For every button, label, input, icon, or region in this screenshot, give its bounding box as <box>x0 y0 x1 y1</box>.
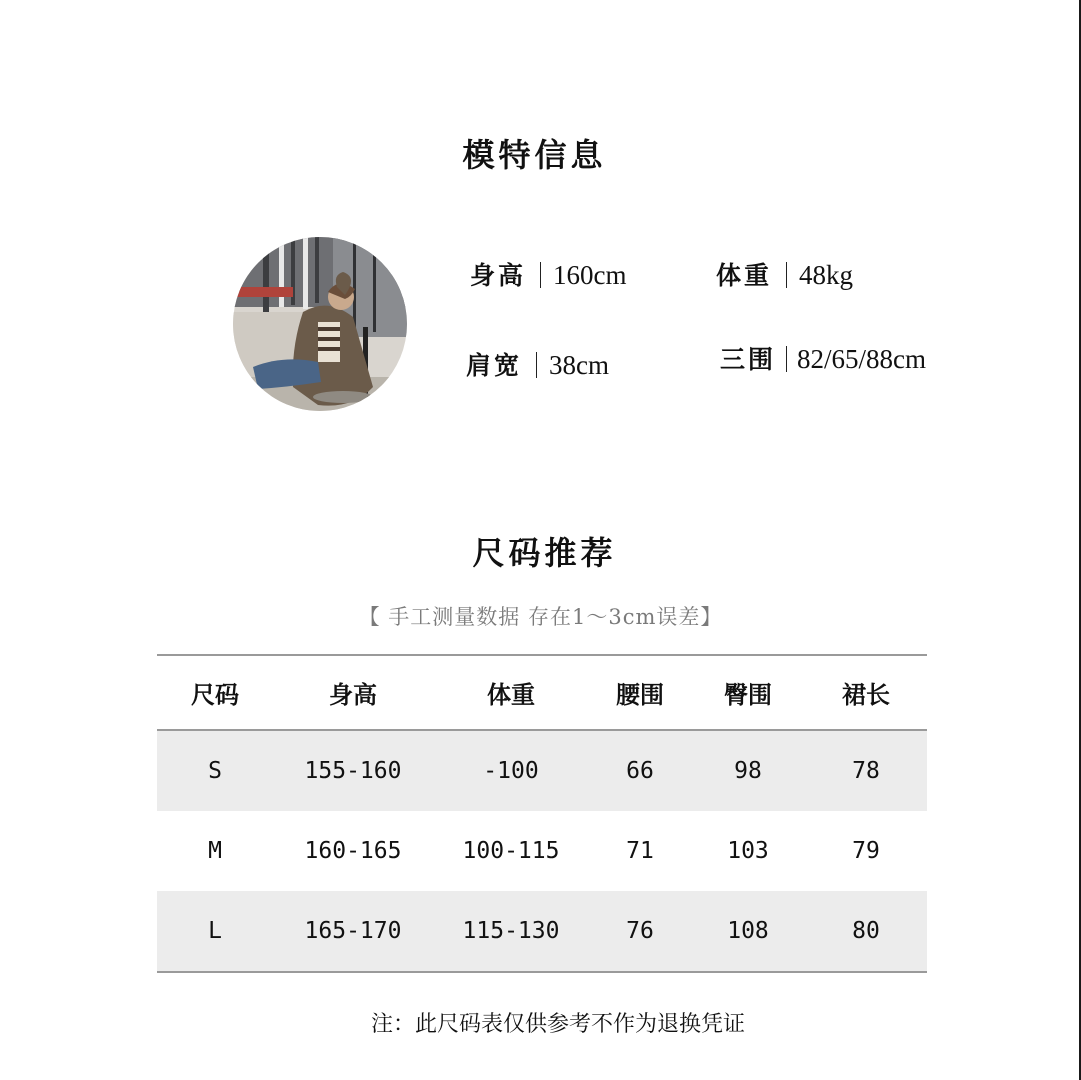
cell-weight: 115-130 <box>433 891 589 972</box>
stat-measurements <box>720 340 926 376</box>
cell-height: 155-160 <box>273 730 433 811</box>
cell-hip: 98 <box>691 730 805 811</box>
stat-separator <box>540 262 541 288</box>
stat-height-value: 160cm <box>553 260 627 290</box>
table-row <box>157 891 927 972</box>
stat-shoulder <box>466 346 609 382</box>
column-header-height: 身高 <box>273 655 433 730</box>
cell-hip: 108 <box>691 891 805 972</box>
cell-waist: 66 <box>589 730 691 811</box>
model-photo <box>233 237 407 411</box>
size-recommendation-title: 尺码推荐 <box>472 534 617 572</box>
stat-separator <box>536 352 537 378</box>
stat-separator <box>786 346 787 372</box>
stat-measurements-value: 82/65/88cm <box>797 344 927 374</box>
cell-waist: 76 <box>589 891 691 972</box>
cell-waist: 71 <box>626 838 654 864</box>
model-info-title: 模特信息 <box>462 136 607 174</box>
cell-height: 160-165 <box>304 838 402 864</box>
size-table <box>157 654 927 973</box>
column-header-weight: 体重 <box>433 655 589 730</box>
cell-length: 80 <box>805 891 927 972</box>
cell-length: 79 <box>852 838 880 864</box>
cell-height: 165-170 <box>273 891 433 972</box>
stat-weight <box>716 256 853 292</box>
column-header-waist: 腰围 <box>589 655 691 730</box>
stat-weight-value: 48kg <box>799 260 854 290</box>
stat-shoulder-label: 肩宽 <box>466 351 523 380</box>
cell-hip: 103 <box>727 838 769 864</box>
column-header-hip: 臀围 <box>691 655 805 730</box>
column-header-size: 尺码 <box>157 655 273 730</box>
stat-shoulder-value: 38cm <box>549 350 610 380</box>
stat-height-label: 身高 <box>470 261 527 290</box>
disclaimer-note: 注：此尺码表仅供参考不作为退换凭证 <box>370 1012 745 1037</box>
stat-weight-label: 体重 <box>716 261 773 290</box>
cell-length: 78 <box>805 730 927 811</box>
cell-weight: 100-115 <box>462 838 560 864</box>
cell-weight: -100 <box>433 730 589 811</box>
stat-measurements-label: 三围 <box>720 345 777 374</box>
table-row <box>157 730 927 811</box>
stat-height <box>470 256 627 292</box>
cell-size: M <box>208 838 222 864</box>
table-row <box>157 811 927 891</box>
measurement-note: 【 手工测量数据 存在1～3cm误差】 <box>358 605 723 629</box>
stat-separator <box>786 262 787 288</box>
cell-size: L <box>157 891 273 972</box>
table-header-row <box>157 655 927 730</box>
cell-size: S <box>157 730 273 811</box>
column-header-length: 裙长 <box>805 655 927 730</box>
